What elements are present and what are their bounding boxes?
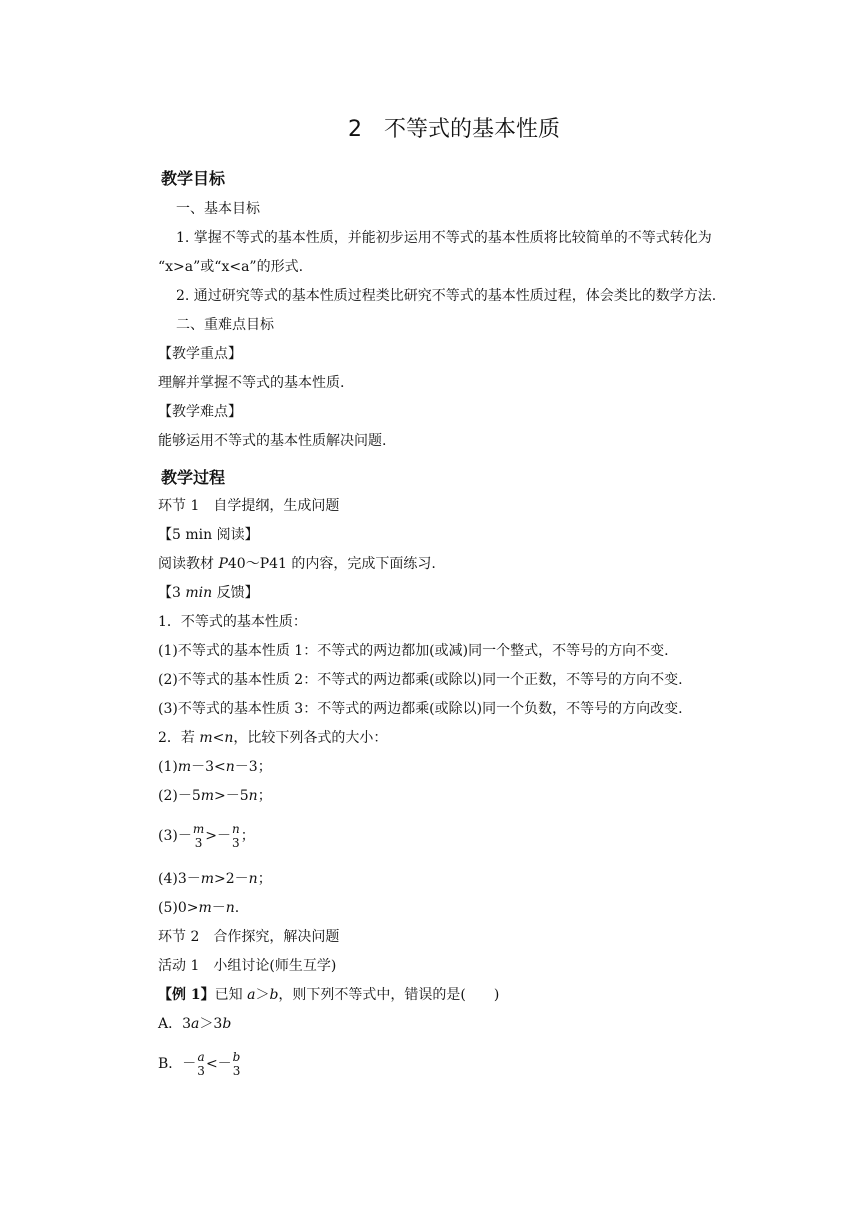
- text-span: ；: [240, 828, 255, 844]
- fraction: [193, 822, 204, 850]
- math-var: m: [200, 871, 215, 887]
- math-var: m: [200, 788, 215, 804]
- text-line: [158, 584, 259, 602]
- choice-b: [158, 1050, 241, 1078]
- math-var: b: [222, 1016, 232, 1032]
- text-span: 40～P41 的内容，完成下面练习.: [227, 556, 436, 572]
- text-span: .: [234, 900, 240, 916]
- math-var: m: [198, 900, 212, 916]
- text-line: 1．不等式的基本性质：: [158, 614, 307, 630]
- fraction: [233, 1050, 241, 1078]
- fraction-denominator: 3: [194, 836, 203, 850]
- text-span: (5)0>: [158, 900, 199, 916]
- text-line: 环节 2 合作探究，解决问题: [158, 929, 340, 945]
- fraction-numerator: b: [232, 1050, 241, 1064]
- text-span: >－: [205, 828, 231, 844]
- text-span: ＞3: [199, 1016, 223, 1032]
- text-span: A．3: [158, 1016, 192, 1032]
- math-var: n: [248, 788, 258, 804]
- fraction-denominator: 3: [232, 836, 240, 850]
- text-span: －: [211, 900, 226, 916]
- math-var: n: [224, 730, 234, 746]
- text-span: (1): [158, 759, 178, 775]
- text-span: ＞: [255, 987, 270, 1003]
- fraction: [232, 822, 240, 850]
- text-span: (4)3－: [158, 871, 201, 887]
- fraction-numerator: n: [231, 822, 240, 836]
- fraction-denominator: 3: [232, 1064, 241, 1078]
- text-span: 【3: [158, 585, 186, 601]
- page-title: 2 不等式的基本性质: [348, 117, 560, 142]
- text-span: <: [212, 730, 225, 746]
- text-span: －3；: [234, 759, 272, 775]
- process-heading: 教学过程: [161, 468, 226, 487]
- text-line: 二、重难点目标: [176, 317, 274, 333]
- text-line: 活动 1 小组讨论(师生互学): [158, 958, 337, 974]
- text-line: [158, 822, 255, 850]
- text-line: 【教学难点】: [158, 404, 242, 420]
- math-var: m: [177, 759, 192, 775]
- text-span: >2－: [214, 871, 249, 887]
- text-line: [158, 555, 436, 573]
- text-line: [158, 870, 272, 888]
- text-line: [158, 729, 387, 747]
- text-span: <－: [205, 1056, 232, 1072]
- text-span: 2．若: [158, 730, 200, 746]
- text-span: 反馈】: [212, 585, 259, 601]
- fraction: [197, 1050, 205, 1078]
- example-label: 【例 1】: [158, 987, 215, 1003]
- text-line: [158, 758, 272, 776]
- text-line: 【教学重点】: [158, 346, 242, 362]
- text-span: 阅读教材: [158, 556, 219, 572]
- text-span: 已知: [214, 987, 248, 1003]
- math-var: m: [199, 730, 213, 746]
- math-var: a: [247, 987, 256, 1003]
- text-line: [158, 787, 272, 805]
- math-var: n: [225, 759, 235, 775]
- text-span: (3)－: [158, 828, 192, 844]
- text-line: 2. 通过研究等式的基本性质过程类比研究不等式的基本性质过程，体会类比的数学方法.: [176, 288, 717, 304]
- text-span: ，则下列不等式中，错误的是( ): [278, 987, 500, 1003]
- text-line: 能够运用不等式的基本性质解决问题.: [158, 433, 387, 449]
- fraction-denominator: 3: [197, 1064, 205, 1078]
- text-line: (3)不等式的基本性质 3：不等式的两边都乘(或除以)同一个负数，不等号的方向改变.: [158, 701, 683, 717]
- text-span: >－5: [214, 788, 249, 804]
- text-span: ；: [257, 871, 272, 887]
- text-line: 一、基本目标: [176, 201, 260, 217]
- text-line: “x>a”或“x<a”的形式.: [158, 259, 304, 275]
- text-span: B．－: [158, 1056, 197, 1072]
- text-line: (1)不等式的基本性质 1：不等式的两边都加(或减)同一个整式，不等号的方向不变.: [158, 643, 669, 659]
- text-line: 环节 1 自学提纲，生成问题: [158, 498, 340, 514]
- math-var: a: [191, 1016, 200, 1032]
- goals-heading: 教学目标: [161, 169, 226, 188]
- text-line: 理解并掌握不等式的基本性质.: [158, 375, 345, 391]
- text-span: (2)－5: [158, 788, 201, 804]
- text-span: －3<: [191, 759, 226, 775]
- fraction-numerator: m: [192, 822, 205, 836]
- text-span: ；: [257, 788, 272, 804]
- text-line: (2)不等式的基本性质 2：不等式的两边都乘(或除以)同一个正数，不等号的方向不变.: [158, 672, 683, 688]
- math-var: n: [225, 900, 235, 916]
- fraction-numerator: a: [197, 1050, 205, 1064]
- choice-a: [158, 1015, 231, 1033]
- text-line: [158, 899, 239, 917]
- example-question: [158, 986, 499, 1004]
- math-var: min: [185, 585, 213, 601]
- text-line: 【5 min 阅读】: [158, 527, 259, 543]
- text-line: 1. 掌握不等式的基本性质，并能初步运用不等式的基本性质将比较简单的不等式转化为: [176, 230, 712, 246]
- math-var: b: [269, 987, 279, 1003]
- math-var: P: [218, 556, 228, 572]
- text-span: ，比较下列各式的大小：: [233, 730, 388, 746]
- math-var: n: [248, 871, 258, 887]
